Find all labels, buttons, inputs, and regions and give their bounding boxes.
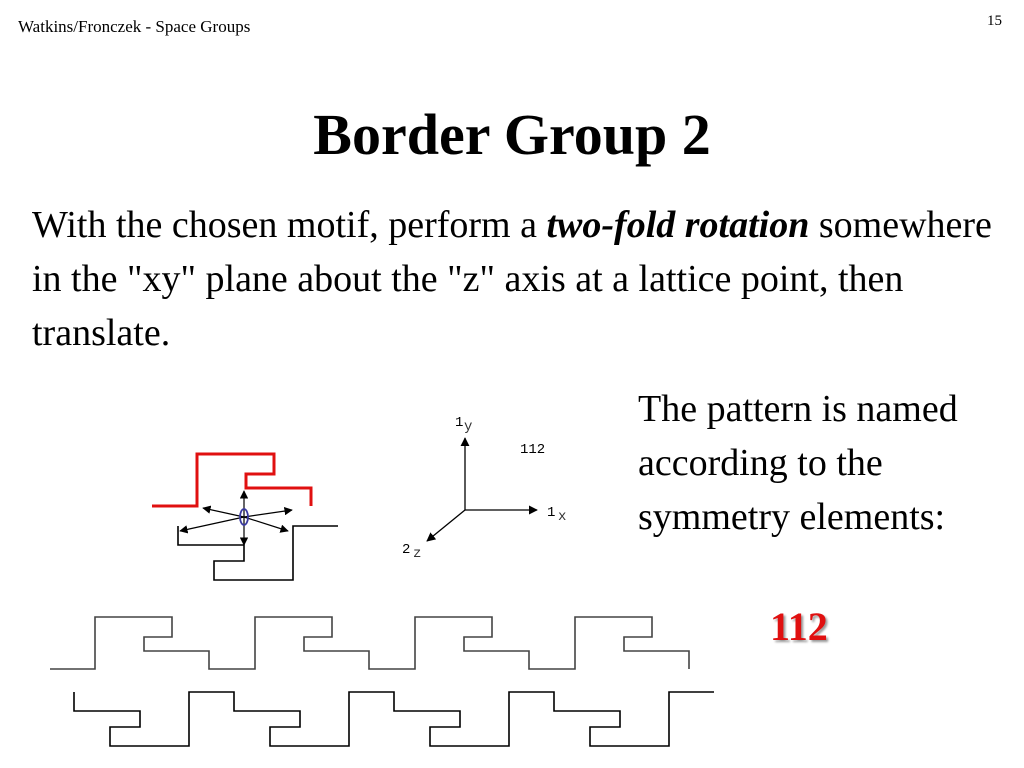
z-axis-num: 2 [402,542,411,558]
axes-symbol: 112 [520,442,546,458]
naming-note: The pattern is named according to the symmetry elements: [638,388,958,538]
x-axis-label: x [558,509,567,525]
group-symbol: 112 [770,604,828,649]
x-axis-num: 1 [547,505,556,521]
body-emphasis: two-fold rotation [546,204,810,246]
motif-red [152,454,311,506]
body-text-part1: With the chosen motif, perform a [32,204,547,246]
pattern-row-top [50,617,689,669]
axes-diagram [402,415,566,562]
y-axis-label: y [464,419,473,435]
z-axis-label: z [413,546,422,562]
border-pattern [50,617,714,746]
motif-diagram [152,454,338,580]
body-text-part2: somewhere in the "xy" plane about the "z" axis at a lattice point, then translate. [32,204,992,354]
motif-black [178,526,338,580]
slide-title: Border Group 2 [313,102,711,167]
y-axis-num: 1 [455,415,464,431]
pattern-row-bottom [74,692,714,746]
slide-header: Watkins/Fronczek - Space Groups [18,17,251,36]
page-number: 15 [987,13,1002,29]
